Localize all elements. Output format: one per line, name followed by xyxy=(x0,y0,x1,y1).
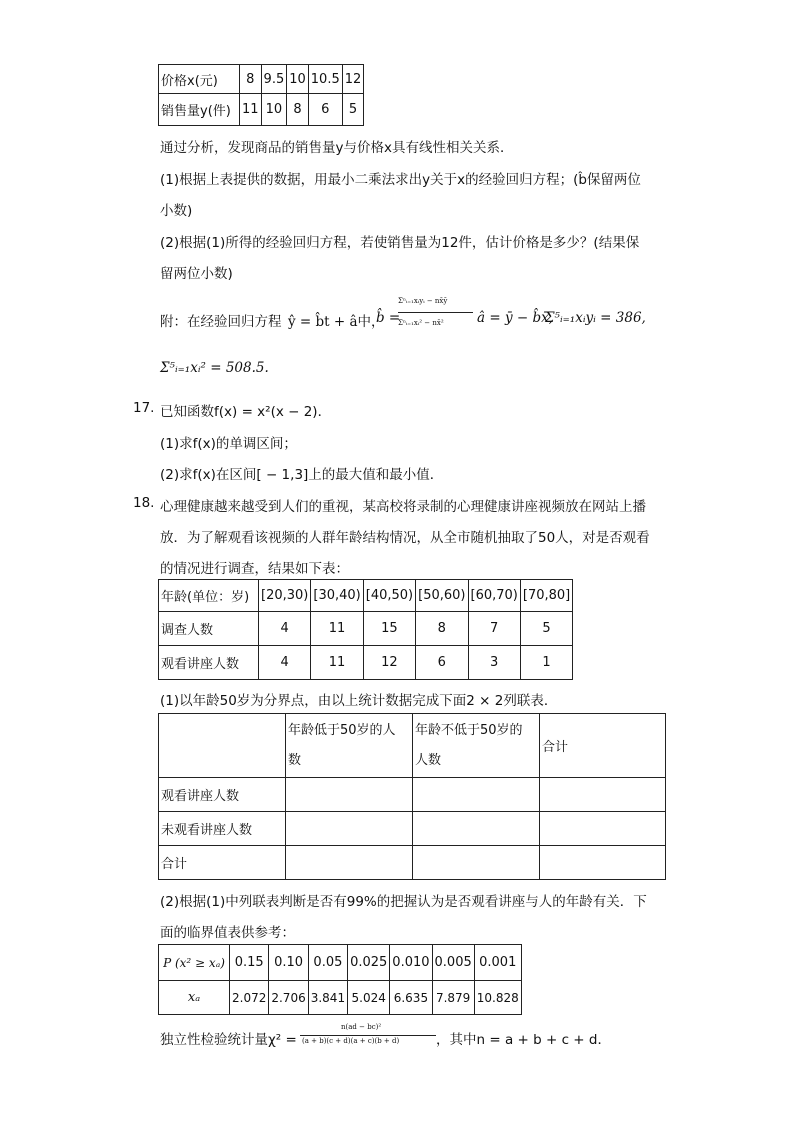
table-cell: 4 xyxy=(259,612,311,646)
table-cell: 2.706 xyxy=(269,981,308,1015)
q18-stem-2: 放．为了解观看该视频的人群年龄结构情况，从全市随机抽取了50人，对是否观看 xyxy=(160,530,650,546)
table-cell xyxy=(540,846,666,880)
table-header: [30,40) xyxy=(311,580,363,612)
table-cell: 10.828 xyxy=(474,981,521,1015)
b-hat-denominator: Σⁿᵢ₌₁xᵢ² − nx̄² xyxy=(398,319,444,327)
table-cell: 6 xyxy=(416,646,468,680)
table-cell: 5 xyxy=(342,94,364,126)
table-header: [40,50) xyxy=(363,580,415,612)
q17-part2: (2)求f(x)在区间[ − 1,3]上的最大值和最小值． xyxy=(160,467,444,483)
table-row-label: 未观看讲座人数 xyxy=(159,812,286,846)
table-cell: 12 xyxy=(363,646,415,680)
table-row-label: 价格x(元) xyxy=(159,65,240,94)
sum-xy: Σ⁵ᵢ₌₁xᵢyᵢ = 386, xyxy=(545,310,646,326)
q17-part1: (1)求f(x)的单调区间； xyxy=(160,436,297,452)
header-line: 人数 xyxy=(415,752,442,768)
table-row-label: 观看讲座人数 xyxy=(159,646,259,680)
b-hat-numerator: Σⁿᵢ₌₁xᵢyᵢ − nx̄ȳ xyxy=(398,297,448,305)
table-cell: 0.15 xyxy=(230,945,269,981)
stat-suffix: ，其中n = a + b + c + d． xyxy=(436,1032,611,1048)
table-cell: 7 xyxy=(468,612,520,646)
table-cell: 0.005 xyxy=(432,945,474,981)
table-cell xyxy=(286,812,413,846)
table-cell: 8 xyxy=(416,612,468,646)
table-header xyxy=(286,714,413,778)
table-cell xyxy=(286,846,413,880)
table-cell: 0.10 xyxy=(269,945,308,981)
table-header-label: 年龄(单位：岁) xyxy=(159,580,259,612)
stat-numerator: n(ad − bc)² xyxy=(341,1023,382,1031)
table-cell: 11 xyxy=(311,646,363,680)
table-cell xyxy=(413,846,540,880)
table-row-label: xₐ xyxy=(159,981,230,1015)
part2-line-b: 留两位小数) xyxy=(160,266,233,282)
table-cell xyxy=(413,812,540,846)
b-hat-label: b̂ = xyxy=(376,310,401,326)
fraction-bar xyxy=(398,312,473,313)
table-cell: 8 xyxy=(240,65,262,94)
critical-value-table xyxy=(158,944,522,1015)
table-cell: 10 xyxy=(287,65,309,94)
table-cell: 6 xyxy=(308,94,342,126)
table-cell xyxy=(413,778,540,812)
age-survey-table xyxy=(158,579,573,680)
table-cell xyxy=(540,812,666,846)
table-cell: 10 xyxy=(261,94,287,126)
a-hat-equation: â = ȳ − b̂x̄, xyxy=(477,310,554,326)
question-number-17: 17. xyxy=(133,400,155,416)
sum-x2: Σ⁵ᵢ₌₁xᵢ² = 508.5. xyxy=(160,360,269,376)
part1-line-b: 小数) xyxy=(160,203,193,219)
table-cell: 3 xyxy=(468,646,520,680)
table-cell: 8 xyxy=(287,94,309,126)
table-cell: 5.024 xyxy=(348,981,390,1015)
table-cell xyxy=(540,778,666,812)
analysis-text: 通过分析，发现商品的销售量y与价格x具有线性相关关系． xyxy=(160,140,514,156)
q18-stem-3: 的情况进行调查，结果如下表： xyxy=(160,561,349,577)
table-cell: 7.879 xyxy=(432,981,474,1015)
table-cell: 6.635 xyxy=(390,981,432,1015)
fraction-bar xyxy=(300,1035,436,1036)
table-cell: 11 xyxy=(240,94,262,126)
q18-part2-b: 面的临界值表供参考： xyxy=(160,925,295,941)
table-cell: 10.5 xyxy=(308,65,342,94)
table-cell: 0.025 xyxy=(348,945,390,981)
table-header: [70,80] xyxy=(520,580,572,612)
table-cell: 5 xyxy=(520,612,572,646)
table-cell: 0.001 xyxy=(474,945,521,981)
table-header: [20,30) xyxy=(259,580,311,612)
table-header: [60,70) xyxy=(468,580,520,612)
table-cell: 4 xyxy=(259,646,311,680)
q18-part2-a: (2)根据(1)中列联表判断是否有99%的把握认为是否观看讲座与人的年龄有关．下 xyxy=(160,894,647,910)
table-header: [50,60) xyxy=(416,580,468,612)
q18-part1: (1)以年龄50岁为分界点，由以上统计数据完成下面2 × 2列联表． xyxy=(160,693,558,709)
table-cell: 1 xyxy=(520,646,572,680)
table-header: 合计 xyxy=(540,714,666,778)
table-cell xyxy=(286,778,413,812)
q18-stem-1: 心理健康越来越受到人们的重视，某高校将录制的心理健康讲座视频放在网站上播 xyxy=(160,499,646,515)
table-cell: 15 xyxy=(363,612,415,646)
part1-line-a: (1)根据上表提供的数据，用最小二乘法求出y关于x的经验回归方程；(b̂保留两位 xyxy=(160,172,641,188)
q17-stem: 已知函数f(x) = x²(x − 2)． xyxy=(160,404,332,420)
table-cell: 2.072 xyxy=(230,981,269,1015)
regression-equation: ŷ = b̂t + â中， xyxy=(288,314,385,330)
table-row-label: 调查人数 xyxy=(159,612,259,646)
stat-prefix: 独立性检验统计量χ² = xyxy=(160,1032,297,1048)
header-line: 数 xyxy=(288,752,302,768)
header-line: 年龄不低于50岁的 xyxy=(415,722,523,738)
part2-line-a: (2)根据(1)所得的经验回归方程，若使销售量为12件，估计价格是多少？(结果保 xyxy=(160,235,640,251)
question-number-18: 18. xyxy=(133,495,155,511)
table-cell: 11 xyxy=(311,612,363,646)
price-sales-table xyxy=(158,64,364,126)
table-cell: 12 xyxy=(342,65,364,94)
table-row-label: 销售量y(件) xyxy=(159,94,240,126)
stat-denominator: (a + b)(c + d)(a + c)(b + d) xyxy=(302,1037,400,1045)
table-row-label: 合计 xyxy=(159,846,286,880)
table-cell: 0.010 xyxy=(390,945,432,981)
table-row-label: 观看讲座人数 xyxy=(159,778,286,812)
header-line: 年龄低于50岁的人 xyxy=(288,722,396,738)
table-cell: 3.841 xyxy=(308,981,347,1015)
table-row-label: P (x² ≥ xₐ) xyxy=(159,945,230,981)
table-cell: 9.5 xyxy=(261,65,287,94)
appendix-prefix: 附：在经验回归方程 xyxy=(160,314,282,330)
contingency-table xyxy=(158,713,666,880)
table-corner xyxy=(159,714,286,778)
table-header xyxy=(413,714,540,778)
table-cell: 0.05 xyxy=(308,945,347,981)
